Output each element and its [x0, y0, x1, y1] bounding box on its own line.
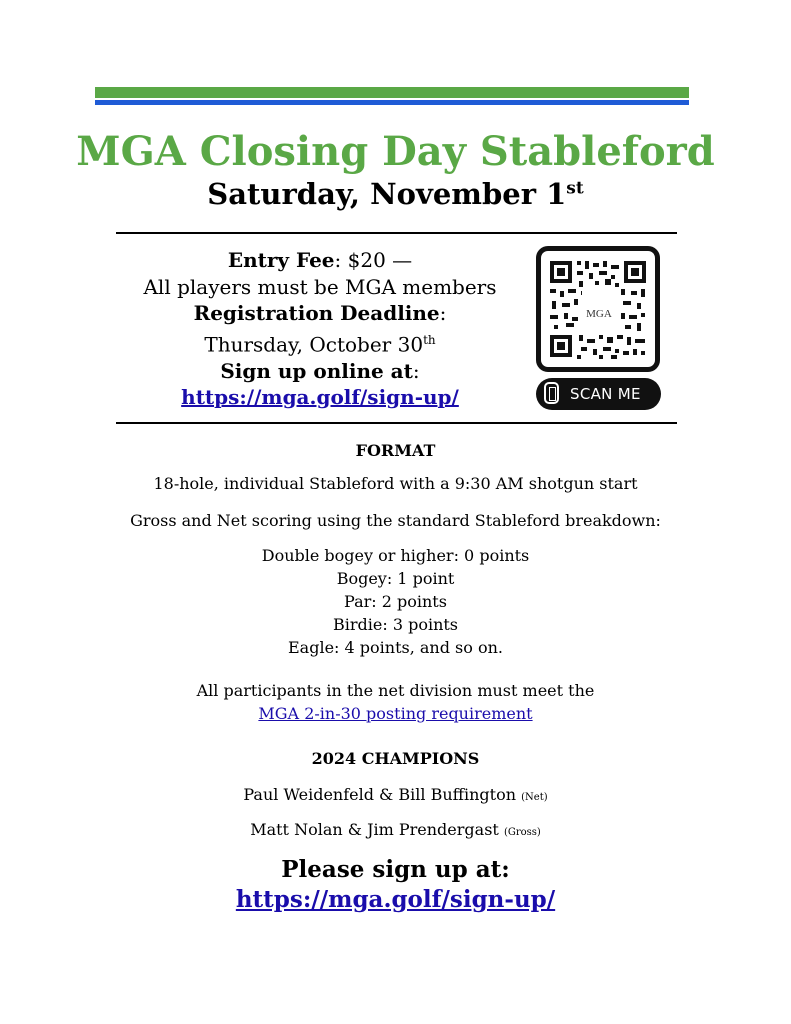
event-date: Saturday, November 1st: [207, 177, 584, 211]
points-item: Par: 2 points: [344, 592, 447, 611]
champions-gross: Matt Nolan & Jim Prendergast (Gross): [250, 820, 541, 839]
champions-net: Paul Weidenfeld & Bill Buffington (Net): [243, 785, 548, 804]
divider-top: [116, 232, 677, 234]
points-item: Double bogey or higher: 0 points: [261, 546, 530, 565]
deadline-date: Thursday, October 30th: [204, 332, 436, 357]
qr-pattern: [541, 251, 655, 367]
header-blue-bar: [95, 100, 689, 105]
page-title: MGA Closing Day Stableford: [76, 128, 715, 175]
registration-info: [120, 247, 520, 411]
divider-bottom: [116, 422, 677, 424]
scan-me-label: SCAN ME: [570, 385, 641, 403]
posting-requirement-link[interactable]: MGA 2-in-30 posting requirement: [258, 704, 533, 723]
phone-icon: [544, 382, 559, 404]
scan-me-button[interactable]: [536, 378, 661, 410]
format-heading: FORMAT: [355, 441, 436, 460]
footer-cta: Please sign up at:: [281, 856, 510, 883]
format-line-2: Gross and Net scoring using the standard Stableford breakdown:: [130, 511, 661, 530]
points-item: Eagle: 4 points, and so on.: [287, 638, 504, 657]
date-suffix: st: [566, 178, 584, 199]
qr-code[interactable]: [536, 246, 660, 372]
champions-heading: 2024 CHAMPIONS: [311, 749, 480, 768]
points-list: [0, 544, 791, 659]
header-green-bar: [95, 87, 689, 98]
signup-label: Sign up online at:: [220, 358, 420, 383]
points-item: Bogey: 1 point: [336, 569, 455, 588]
qr-logo-text: MGA: [586, 308, 612, 320]
net-note: All participants in the net division must meet the: [196, 681, 595, 700]
points-item: Birdie: 3 points: [332, 615, 459, 634]
footer-signup-link[interactable]: https://mga.golf/sign-up/: [235, 886, 556, 913]
membership-note: All players must be MGA members: [143, 274, 497, 299]
format-line-1: 18-hole, individual Stableford with a 9:30 AM shotgun start: [153, 474, 638, 493]
deadline-label: Registration Deadline:: [193, 301, 447, 325]
entry-fee: Entry Fee: $20 —: [227, 248, 413, 272]
signup-link[interactable]: https://mga.golf/sign-up/: [181, 385, 459, 410]
